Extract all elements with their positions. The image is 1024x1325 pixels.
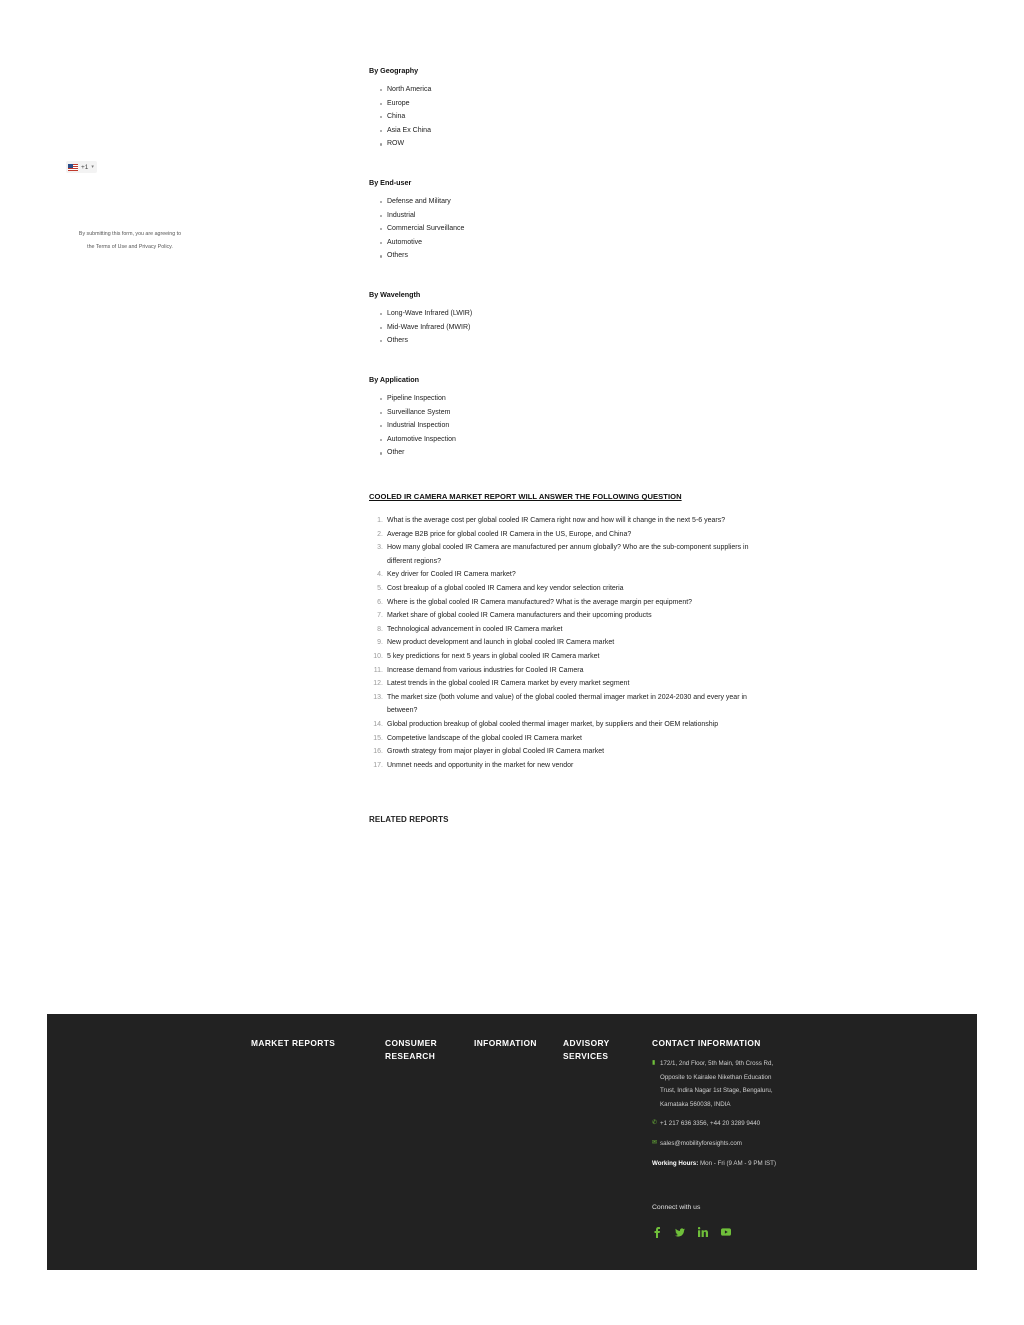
contact-email[interactable] [652, 1137, 777, 1151]
list-item: 10. 5 key predictions for next 5 years in global cooled IR Camera market [373, 652, 600, 660]
list-item: Asia Ex China [380, 124, 431, 138]
site-footer [47, 1014, 977, 1270]
us-flag-icon [68, 164, 78, 171]
list-item: Commercial Surveillance [380, 222, 464, 236]
list-item: Industrial Inspection [380, 419, 456, 433]
country-code-selector[interactable] [66, 161, 97, 173]
list-item: ROW [380, 137, 431, 151]
list-item: 13. The market size (both volume and value) of the global cooled thermal imager market in 2024-2030 and every year in between? [373, 693, 747, 715]
questions-heading: COOLED IR CAMERA MARKET REPORT WILL ANSWER THE FOLLOWING QUESTION [369, 492, 682, 501]
related-reports-heading: RELATED REPORTS [369, 815, 449, 824]
list-item: 1. What is the average cost per global cooled IR Camera right now and how will it change in the next 5-6 years? [377, 517, 726, 524]
footer-heading-advisory-services[interactable]: ADVISORY SERVICES [563, 1038, 610, 1061]
segment-heading-wavelength: By Wavelength [369, 290, 421, 299]
segment-heading-application: By Application [369, 375, 420, 384]
segment-list-wavelength [380, 307, 472, 348]
list-item: 17. Unmnet needs and opportunity in the market for new vendor [373, 761, 574, 769]
list-item: Europe [380, 97, 431, 111]
contact-details [652, 1057, 777, 1170]
list-item: China [380, 110, 431, 124]
address-text: 172/1, 2nd Floor, 5th Main, 9th Cross Rd, Opposite to Kairalee Nikethan Education Trust, Indira Nagar 1st Stage, Bengaluru, Karnataka 560038, INDIA [660, 1060, 774, 1108]
contact-phone[interactable] [652, 1117, 777, 1131]
list-item: 7. Market share of global cooled IR Camera manufacturers and their upcoming products [377, 612, 652, 620]
list-item: Defense and Military [380, 195, 464, 209]
list-item: 8. Technological advancement in cooled IR Camera market [377, 625, 563, 633]
consent-line-2: the Terms of Use and Privacy Policy. [87, 244, 173, 250]
email-text[interactable]: sales@mobilityforesights.com [660, 1139, 742, 1147]
footer-heading-contact: CONTACT INFORMATION [652, 1038, 761, 1048]
list-item: Others [380, 249, 464, 263]
list-item: 14. Global production breakup of global cooled thermal imager market, by suppliers and their OEM relationship [373, 720, 719, 728]
country-code: +1 [81, 163, 89, 171]
list-item: Automotive Inspection [380, 433, 456, 447]
social-links [652, 1226, 731, 1238]
list-item: 4. Key driver for Cooled IR Camera market? [377, 571, 516, 579]
location-pin-icon: ▮ [652, 1060, 656, 1066]
phone-text[interactable]: +1 217 636 3356, +44 20 3289 9440 [660, 1120, 761, 1128]
working-hours [652, 1157, 777, 1171]
list-item: North America [380, 83, 431, 97]
list-item: 15. Competetive landscape of the global cooled IR Camera market [373, 734, 582, 742]
youtube-icon[interactable] [721, 1226, 731, 1238]
list-item: 5. Cost breakup of a global cooled IR Camera and key vendor selection criteria [377, 584, 624, 592]
list-item: Mid-Wave Infrared (MWIR) [380, 321, 472, 335]
list-item: Other [380, 446, 456, 460]
footer-heading-information[interactable]: INFORMATION [474, 1038, 537, 1048]
mail-icon: ✉ [652, 1139, 658, 1146]
list-item: 16. Growth strategy from major player in global Cooled IR Camera market [373, 748, 605, 756]
linkedin-icon[interactable] [698, 1226, 708, 1238]
list-item: 6. Where is the global cooled IR Camera manufactured? What is the average margin per equipment? [377, 598, 693, 606]
chevron-down-icon: ▾ [91, 164, 94, 170]
list-item: Pipeline Inspection [380, 392, 456, 406]
phone-icon: ✆ [652, 1120, 658, 1127]
list-item: 9. New product development and launch in global cooled IR Camera market [377, 639, 615, 647]
list-item: Industrial [380, 209, 464, 223]
segment-list-geography [380, 83, 431, 151]
connect-heading: Connect with us [652, 1204, 701, 1211]
list-item: Surveillance System [380, 406, 456, 420]
segment-list-end-user [380, 195, 464, 263]
list-item: 12. Latest trends in the global cooled IR Camera market by every market segment [373, 680, 630, 688]
list-item: Long-Wave Infrared (LWIR) [380, 307, 472, 321]
questions-list [369, 514, 769, 772]
list-item: 11. Increase demand from various industries for Cooled IR Camera [373, 666, 584, 674]
form-consent-text [68, 228, 192, 254]
hours-value: Mon - Fri (9 AM - 9 PM IST) [700, 1159, 777, 1167]
segment-heading-end-user: By End-user [369, 178, 412, 187]
hours-label: Working Hours: [652, 1159, 699, 1167]
twitter-icon[interactable] [675, 1226, 685, 1238]
footer-heading-consumer-research[interactable]: CONSUMER RESEARCH [385, 1038, 438, 1061]
segment-heading-geography: By Geography [369, 66, 419, 75]
list-item: 3. How many global cooled IR Camera are manufactured per annum globally? Who are the sub-component suppliers in different regions? [377, 544, 749, 565]
list-item: Others [380, 334, 472, 348]
segment-list-application [380, 392, 456, 460]
list-item: Automotive [380, 236, 464, 250]
facebook-icon[interactable] [652, 1226, 662, 1238]
consent-line-1: By submitting this form, you are agreeing to [78, 231, 182, 237]
contact-address [652, 1057, 777, 1111]
list-item: 2. Average B2B price for global cooled IR Camera in the US, Europe, and China? [377, 530, 632, 538]
footer-heading-market-reports[interactable]: MARKET REPORTS [251, 1038, 336, 1048]
